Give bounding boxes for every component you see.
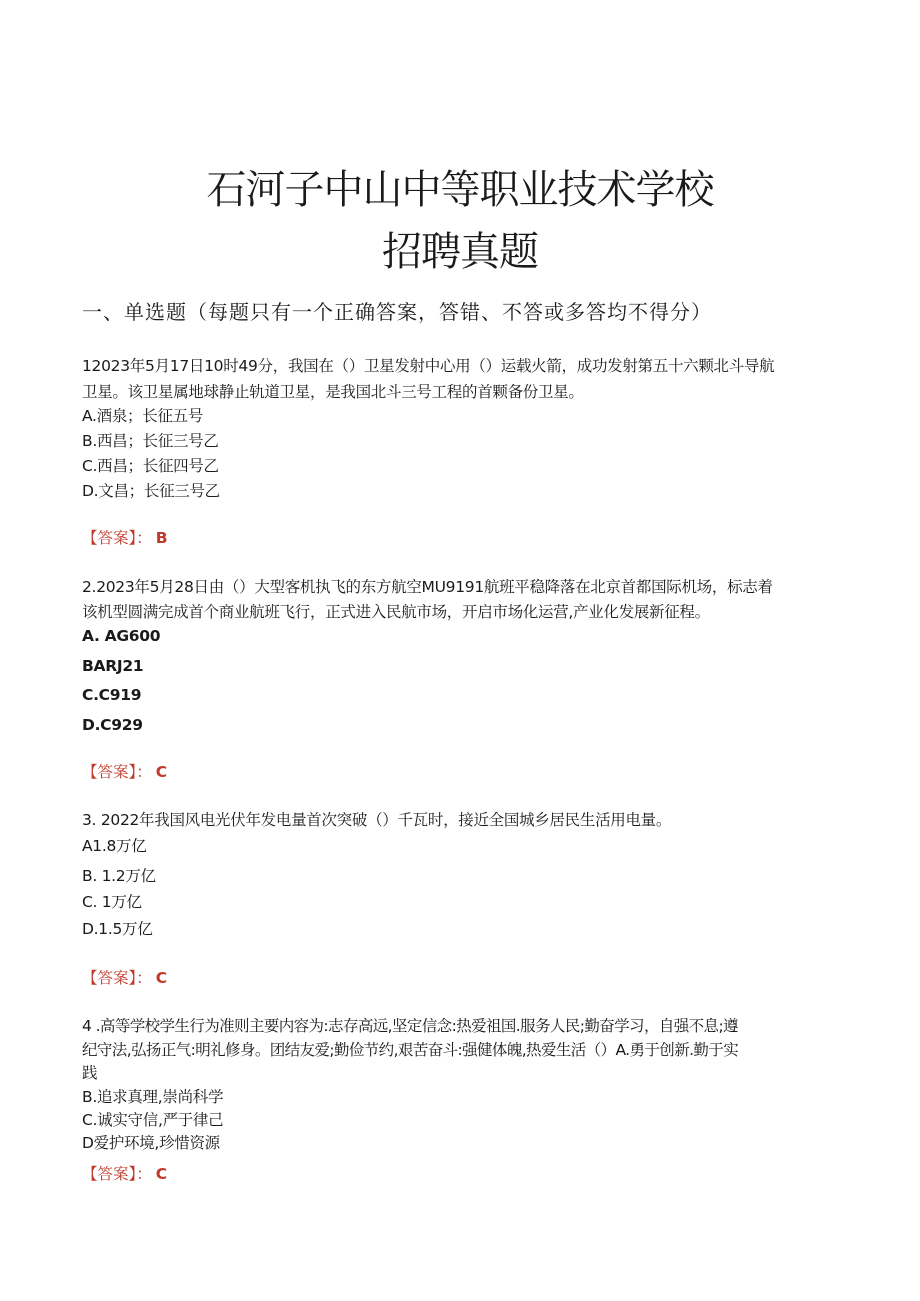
question-2-stem-line1: 2.2023年5月28日由（）大型客机执飞的东方航空MU9191航班平稳降落在北京首都国际机场，标志着 xyxy=(82,578,773,596)
question-4-option-d: D爱护环境,珍惜资源 xyxy=(82,1134,220,1152)
section-heading: 一、单选题（每题只有一个正确答案，答错、不答或多答均不得分） xyxy=(82,300,712,324)
question-3-option-a: A1.8万亿 xyxy=(82,837,147,855)
question-1-stem-line1: 12023年5月17日10时49分，我国在（）卫星发射中心用（）运载火箭，成功发射第五十六颗北斗导航 xyxy=(82,357,775,375)
question-2-option-a: A. AG600 xyxy=(82,627,161,645)
document-title-line1: 石河子中山中等职业技术学校 xyxy=(206,167,714,213)
answer-value: C xyxy=(155,969,168,987)
question-1-option-c: C.西昌；长征四号乙 xyxy=(82,457,219,475)
question-2-answer xyxy=(82,760,167,784)
question-1-option-b: B.西昌；长征三号乙 xyxy=(82,432,219,450)
question-4-option-b: B.追求真理,崇尚科学 xyxy=(82,1088,224,1106)
answer-value: B xyxy=(155,529,168,547)
answer-value: C xyxy=(155,763,168,781)
question-2-stem-line2: 该机型圆满完成首个商业航班飞行，正式进入民航市场，开启市场化运营,产业化发展新征程。 xyxy=(82,603,710,621)
question-1-answer xyxy=(82,526,168,550)
question-3-option-b: B. 1.2万亿 xyxy=(82,867,156,885)
question-4-answer xyxy=(82,1162,167,1186)
answer-label: 【答案】： xyxy=(82,1165,152,1183)
question-4-stem-line2: 纪守法,弘扬正气:明礼修身。团结友爱;勤俭节约,艰苦奋斗:强健体魄,热爱生活（）A.勇于创新.勤于实 xyxy=(82,1041,739,1059)
question-3-option-c: C. 1万亿 xyxy=(82,893,142,911)
question-4-option-c: C.诚实守信,严于律己 xyxy=(82,1111,224,1129)
document-title-line2: 招聘真题 xyxy=(382,229,538,275)
question-1-stem-line2: 卫星。该卫星属地球静止轨道卫星，是我国北斗三号工程的首颗备份卫星。 xyxy=(82,383,584,401)
question-4-stem-line1: 4 .高等学校学生行为准则主要内容为:志存高远,坚定信念:热爱祖国.服务人民;勤奋学习，自强不息;遵 xyxy=(82,1017,738,1035)
question-1-option-a: A.酒泉；长征五号 xyxy=(82,407,204,425)
question-1-option-d: D.文昌；长征三号乙 xyxy=(82,482,220,500)
question-2-option-b: BARJ21 xyxy=(82,657,144,675)
question-3-option-d: D.1.5万亿 xyxy=(82,920,153,938)
answer-label: 【答案】： xyxy=(82,763,152,781)
answer-label: 【答案】： xyxy=(82,969,152,987)
answer-value: C xyxy=(155,1165,168,1183)
question-2-option-c: C.C919 xyxy=(82,686,142,704)
answer-label: 【答案】： xyxy=(82,529,152,547)
question-3-stem: 3. 2022年我国风电光伏年发电量首次突破（）千瓦时，接近全国城乡居民生活用电量。 xyxy=(82,811,672,829)
question-4-stem-line3: 践 xyxy=(82,1064,98,1082)
question-2-option-d: D.C929 xyxy=(82,716,143,734)
question-3-answer xyxy=(82,966,167,990)
